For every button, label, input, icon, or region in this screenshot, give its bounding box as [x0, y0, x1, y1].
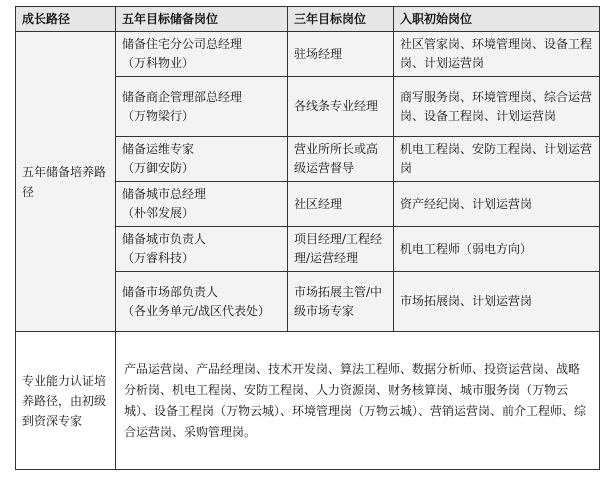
table-row	[16, 32, 600, 77]
five-year-position-unit: （各业务单元/战区代表处）	[122, 303, 271, 318]
five-year-position-title: 储备住宅分公司总经理	[122, 37, 243, 51]
entry-position-cell: 资产经纪岗、计划运营岗	[394, 182, 600, 227]
three-year-position-cell: 市场拓展主管/中级市场专家	[288, 272, 394, 332]
category-five-year-track: 五年储备培养路径	[16, 32, 116, 332]
three-year-position-cell: 项目经理/工程经理/运营经理	[288, 227, 394, 272]
header-three-year-position: 三年目标岗位	[288, 7, 394, 32]
career-path-table	[15, 6, 600, 470]
five-year-position-title: 储备运维专家	[122, 142, 195, 156]
five-year-position-title: 储备城市总经理	[122, 187, 207, 201]
entry-position-cell: 社区管家岗、环境管理岗、设备工程岗、计划运营岗	[394, 32, 600, 77]
five-year-position-cell	[116, 77, 288, 137]
career-path-table-container	[15, 6, 599, 470]
category-professional-track: 专业能力认证培养路径，由初级到资深专家	[16, 332, 116, 470]
header-growth-path: 成长路径	[16, 7, 116, 32]
five-year-position-title: 储备商企管理部总经理	[122, 89, 243, 104]
entry-position-cell: 机电工程师（弱电方向）	[394, 227, 600, 272]
five-year-position-unit: （万科物业）	[122, 56, 195, 70]
five-year-position-cell	[116, 272, 288, 332]
five-year-position-title: 储备市场部负责人	[122, 284, 219, 299]
three-year-position-cell: 各线条专业经理	[288, 77, 394, 137]
table-row	[16, 332, 600, 470]
three-year-position-cell: 驻场经理	[288, 32, 394, 77]
entry-position-cell: 商写服务岗、环境管理岗、综合运营岗、设备工程岗、计划运营岗	[394, 77, 600, 137]
five-year-position-unit: （万物梁行）	[122, 108, 195, 123]
entry-position-cell: 机电工程岗、安防工程岗、计划运营岗	[394, 137, 600, 182]
five-year-position-unit: （万御安防）	[122, 161, 195, 175]
five-year-position-cell	[116, 32, 288, 77]
five-year-position-unit: （朴邻发展）	[122, 206, 195, 220]
five-year-position-unit: （万睿科技）	[122, 251, 195, 265]
five-year-position-cell	[116, 137, 288, 182]
five-year-position-cell	[116, 227, 288, 272]
entry-position-cell: 市场拓展岗、计划运营岗	[394, 272, 600, 332]
header-entry-position: 入职初始岗位	[394, 7, 600, 32]
five-year-position-cell	[116, 182, 288, 227]
five-year-position-title: 储备城市负责人	[122, 232, 207, 246]
header-five-year-position: 五年目标储备岗位	[116, 7, 288, 32]
three-year-position-cell: 营业所所长或高级运营督导	[288, 137, 394, 182]
three-year-position-cell: 社区经理	[288, 182, 394, 227]
header-row	[16, 7, 600, 32]
professional-positions-list: 产品运营岗、产品经理岗、技术开发岗、算法工程师、数据分析师、投资运营岗、战略分析岗、机电工程岗、安防工程岗、人力资源岗、财务核算岗、城市服务岗（万物云城）、设备工程岗（万物云城）、环境管理岗（万物云城）、营销运营岗、前介工程师、综合运营岗、采购管理岗。	[116, 332, 600, 470]
